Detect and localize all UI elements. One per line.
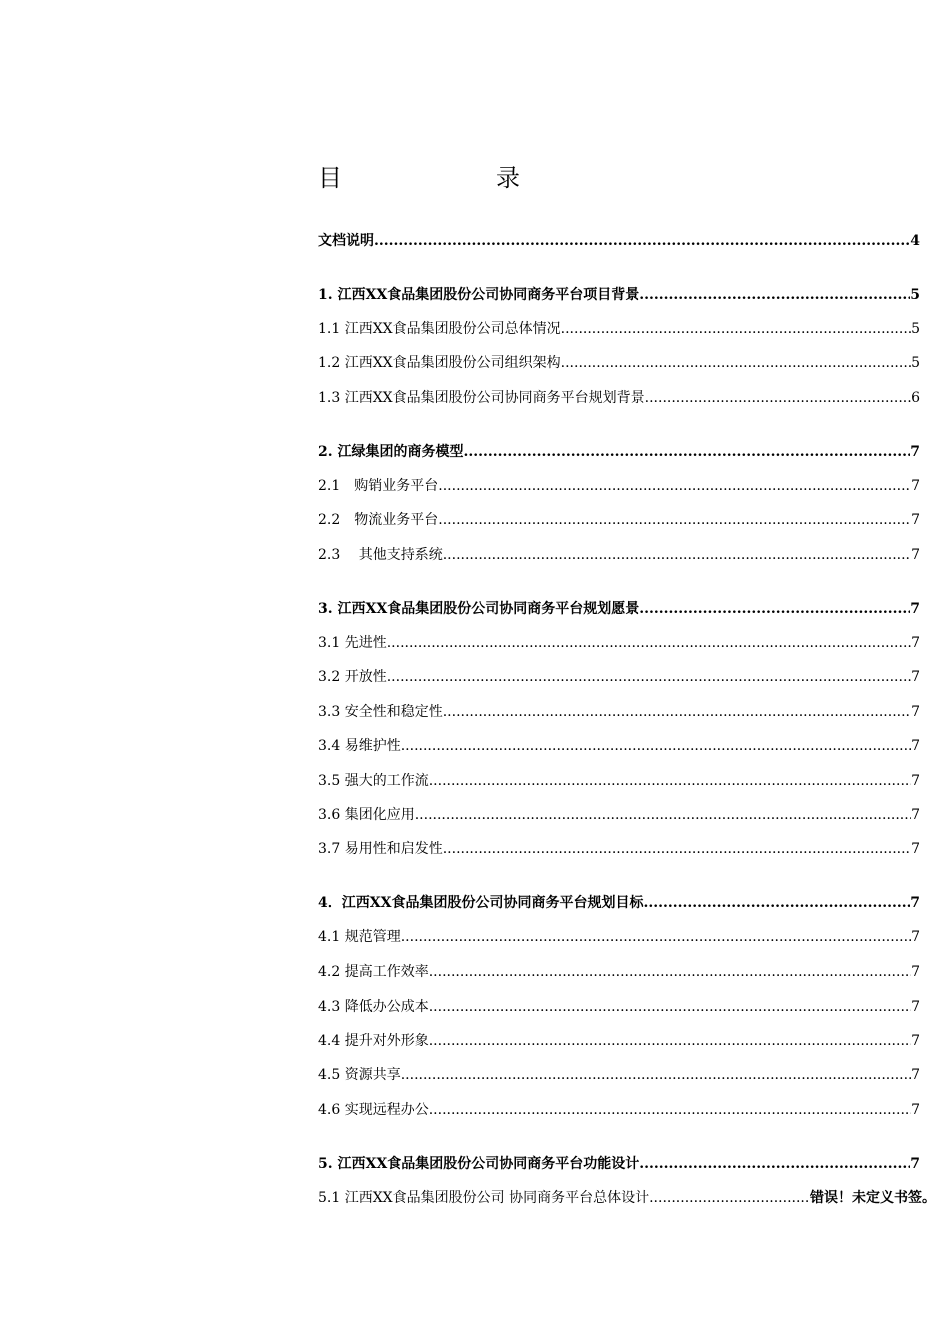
toc-entry-page: 5: [911, 321, 920, 337]
toc-leader-dots: [401, 1064, 911, 1086]
toc-entry-page: 7: [911, 669, 920, 685]
toc-entry-text: 3.4 易维护性: [318, 738, 401, 754]
toc-entry-page: 5: [910, 287, 920, 303]
toc-leader-dots: [639, 598, 910, 620]
toc-entry[interactable]: [318, 1064, 920, 1086]
toc-entry-text: 4．江西XX食品集团股份公司协同商务平台规划目标: [318, 895, 644, 911]
toc-entry[interactable]: [318, 838, 920, 860]
toc-entry-page: 7: [910, 1156, 920, 1172]
toc-leader-dots: [387, 632, 911, 654]
toc-leader-dots: [643, 892, 910, 914]
toc-leader-dots: [429, 1099, 911, 1121]
toc-entry-page: 7: [911, 478, 920, 494]
toc-entry-page: 7: [911, 929, 920, 945]
toc-entry[interactable]: [318, 996, 920, 1018]
toc-leader-dots: [429, 961, 911, 983]
toc-entry-text: 4.4 提升对外形象: [318, 1033, 429, 1049]
toc-entry-page: 7: [911, 738, 920, 754]
toc-entry-page: 7: [911, 1067, 920, 1083]
toc-entry[interactable]: [318, 961, 920, 983]
toc-leader-dots: [429, 996, 911, 1018]
toc-entry-text: 3.1 先进性: [318, 635, 387, 651]
toc-entry-text: 5.1 江西XX食品集团股份公司 协同商务平台总体设计: [318, 1190, 650, 1206]
toc-entry[interactable]: [318, 632, 920, 654]
toc-entry-page: 7: [910, 444, 920, 460]
toc-leader-dots: [561, 352, 911, 374]
toc-entry-page: 7: [911, 964, 920, 980]
toc-leader-dots: [429, 1030, 911, 1052]
toc-entry-page: 7: [911, 773, 920, 789]
toc-entry-text: 4.6 实现远程办公: [318, 1102, 429, 1118]
toc-entry-text: 2. 江绿集团的商务模型: [318, 444, 464, 460]
toc-entry-text: 2.3 其他支持系统: [318, 547, 443, 563]
toc-entry[interactable]: [318, 475, 920, 497]
toc-leader-dots: [443, 544, 911, 566]
toc-entry[interactable]: [318, 387, 920, 409]
toc-entry-page: 7: [911, 512, 920, 528]
toc-entry-text: 2.2 物流业务平台: [318, 512, 439, 528]
toc-leader-dots: [649, 1187, 810, 1209]
toc-leader-dots: [443, 701, 911, 723]
toc-entry[interactable]: [318, 666, 920, 688]
toc-entry[interactable]: [318, 1030, 920, 1052]
toc-entry-page: 7: [911, 841, 920, 857]
toc-entry[interactable]: [318, 1099, 920, 1121]
toc-leader-dots: [645, 387, 911, 409]
toc-entry-page: 7: [911, 547, 920, 563]
toc-entry-text: 3.5 强大的工作流: [318, 773, 429, 789]
toc-entry-text: 3.3 安全性和稳定性: [318, 704, 443, 720]
toc-leader-dots: [438, 509, 911, 531]
toc-leader-dots: [374, 230, 910, 252]
toc-leader-dots: [639, 284, 910, 306]
table-of-contents: [318, 0, 936, 1344]
toc-entry[interactable]: [318, 441, 920, 463]
toc-entry-page: 7: [911, 999, 920, 1015]
toc-leader-dots: [438, 475, 911, 497]
toc-entry[interactable]: [318, 509, 920, 531]
toc-entry[interactable]: [318, 1153, 920, 1175]
toc-entry-text: 1. 江西XX食品集团股份公司协同商务平台项目背景: [318, 287, 640, 303]
toc-leader-dots: [561, 318, 911, 340]
toc-entry-text: 4.2 提高工作效率: [318, 964, 429, 980]
toc-entry[interactable]: [318, 598, 920, 620]
toc-entry-page: 7: [910, 601, 920, 617]
toc-bookmark-error: 错误！未定义书签。: [810, 1190, 936, 1206]
toc-entry-page: 4: [910, 233, 920, 249]
toc-entry-text: 1.1 江西XX食品集团股份公司总体情况: [318, 321, 561, 337]
toc-entry-page: 6: [911, 390, 920, 406]
toc-entry[interactable]: [318, 230, 920, 252]
toc-entry[interactable]: [318, 926, 920, 948]
toc-entry[interactable]: [318, 701, 920, 723]
toc-entry-page: 7: [910, 895, 920, 911]
toc-entry-text: 3. 江西XX食品集团股份公司协同商务平台规划愿景: [318, 601, 640, 617]
toc-entry[interactable]: [318, 1187, 936, 1209]
toc-leader-dots: [415, 804, 911, 826]
toc-title-char-2: 录: [496, 164, 520, 192]
toc-entry-text: 3.6 集团化应用: [318, 807, 415, 823]
toc-entry-text: 4.3 降低办公成本: [318, 999, 429, 1015]
toc-entry-text: 3.7 易用性和启发性: [318, 841, 443, 857]
toc-entry[interactable]: [318, 352, 920, 374]
toc-entry-text: 3.2 开放性: [318, 669, 387, 685]
toc-entry-text: 4.1 规范管理: [318, 929, 401, 945]
toc-leader-dots: [401, 735, 911, 757]
toc-leader-dots: [401, 926, 911, 948]
toc-entry-text: 2.1 购销业务平台: [318, 478, 439, 494]
toc-entry-text: 文档说明: [318, 233, 374, 249]
toc-leader-dots: [387, 666, 911, 688]
toc-entry[interactable]: [318, 735, 920, 757]
toc-leader-dots: [639, 1153, 910, 1175]
toc-entry-page: 7: [911, 807, 920, 823]
toc-entry-page: 7: [911, 635, 920, 651]
toc-entry-text: 1.2 江西XX食品集团股份公司组织架构: [318, 355, 561, 371]
toc-entry-page: 5: [911, 355, 920, 371]
toc-leader-dots: [443, 838, 911, 860]
toc-entry[interactable]: [318, 770, 920, 792]
toc-entry-page: 7: [911, 1033, 920, 1049]
toc-leader-dots: [464, 441, 911, 463]
toc-entry-text: 4.5 资源共享: [318, 1067, 401, 1083]
toc-entry[interactable]: [318, 318, 920, 340]
toc-entry-page: 7: [911, 1102, 920, 1118]
toc-entry[interactable]: [318, 284, 920, 306]
toc-entry[interactable]: [318, 804, 920, 826]
toc-entry-text: 5. 江西XX食品集团股份公司协同商务平台功能设计: [318, 1156, 640, 1172]
toc-leader-dots: [429, 770, 911, 792]
toc-entry-text: 1.3 江西XX食品集团股份公司协同商务平台规划背景: [318, 390, 645, 406]
toc-entry[interactable]: [318, 544, 920, 566]
toc-entry-page: 7: [911, 704, 920, 720]
toc-title-char-1: 目: [318, 164, 342, 192]
toc-entry[interactable]: [318, 892, 920, 914]
